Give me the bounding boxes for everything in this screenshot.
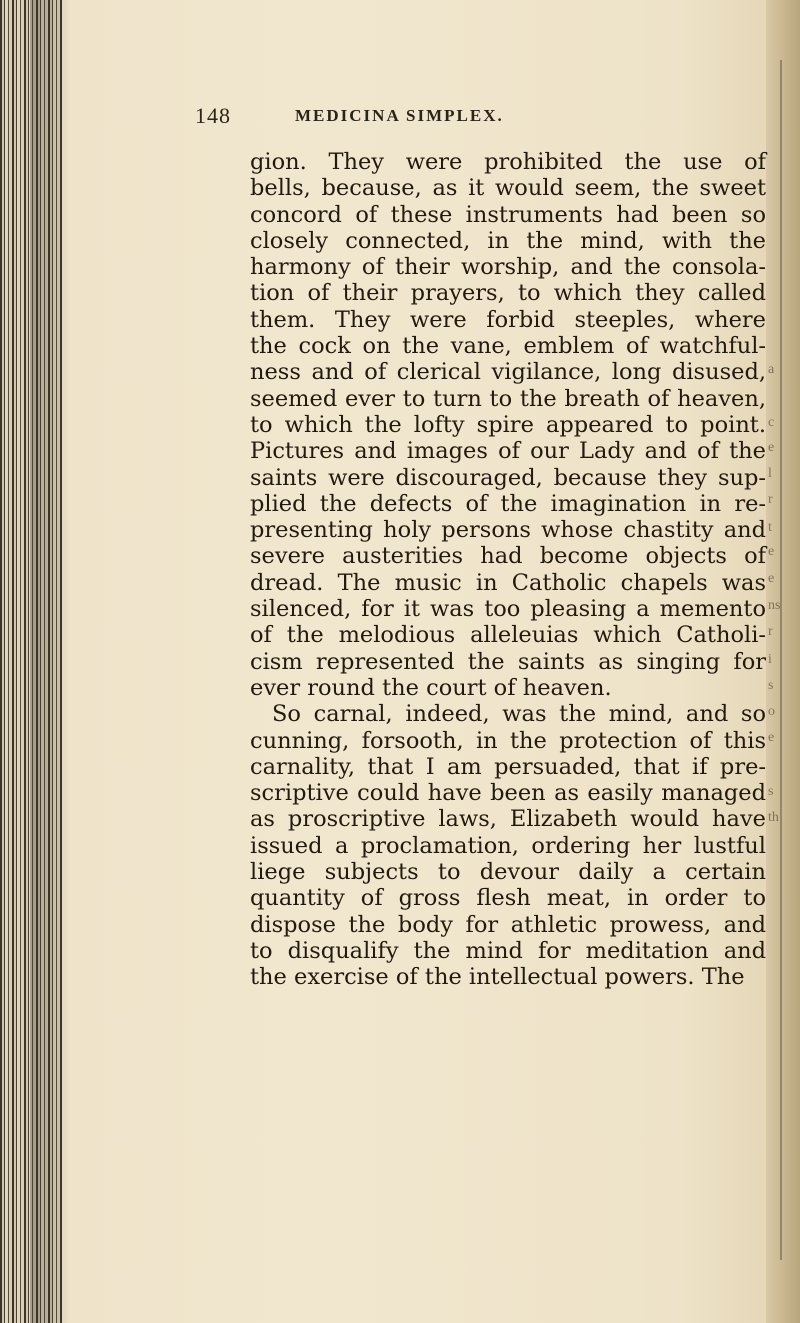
text-line: of the melodious alleleuias which Catholi- — [250, 622, 766, 649]
facing-page-fragment: e — [768, 730, 775, 745]
text-line: concord of these instruments had been so — [250, 201, 766, 228]
facing-page-fragment: o — [768, 704, 775, 719]
facing-page-fragment: s — [768, 784, 774, 799]
text-line: plied the defects of the imagination in re- — [250, 490, 766, 517]
facing-page-fragment: e — [768, 440, 775, 455]
facing-page-fragment: th — [768, 810, 779, 825]
text-line: dread. The music in Catholic chapels was — [250, 569, 766, 596]
text-line: presenting holy persons whose chastity and — [250, 517, 766, 544]
text-line: to which the lofty spire appeared to point. — [250, 411, 766, 438]
facing-page-fragment: e — [768, 571, 775, 586]
text-line: them. They were forbid steeples, where — [250, 306, 766, 333]
text-line: seemed ever to turn to the breath of heaven, — [250, 385, 766, 412]
text-line: cunning, forsooth, in the protection of this — [250, 727, 766, 754]
text-line: severe austerities had become objects of — [250, 543, 766, 570]
text-line: carnality, that I am persuaded, that if pre- — [250, 753, 766, 780]
facing-page-fragment: e — [768, 544, 775, 559]
text-line: closely connected, in the mind, with the — [250, 227, 766, 254]
text-line: issued a proclamation, ordering her lustful — [250, 832, 766, 859]
facing-page-fragment: r — [768, 492, 773, 507]
facing-page-fragment: a — [768, 362, 775, 377]
facing-page-fragment: r — [768, 624, 773, 639]
text-line: cism represented the saints as singing for — [250, 648, 766, 675]
gutter-shadow — [30, 0, 70, 1323]
facing-page-fragment: t — [768, 520, 772, 535]
text-line: bells, because, as it would seem, the sweet — [250, 175, 766, 202]
text-line: ness and of clerical vigilance, long disused, — [250, 359, 766, 386]
text-line: to disqualify the mind for meditation and — [250, 937, 766, 964]
text-line: gion. They were prohibited the use of — [250, 149, 766, 175]
text-line: harmony of their worship, and the consola- — [250, 254, 766, 281]
text-line: quantity of gross flesh meat, in order to — [250, 885, 766, 912]
paragraph-start-line: So carnal, indeed, was the mind, and so — [272, 701, 766, 728]
text-line: scriptive could have been as easily managed — [250, 780, 766, 807]
paragraph-end-line: ever round the court of heaven. — [250, 674, 612, 701]
text-line: the exercise of the intellectual powers. The — [250, 964, 745, 991]
text-line: as proscriptive laws, Elizabeth would have — [250, 806, 766, 833]
facing-page-fragment: ns — [768, 598, 781, 613]
text-line: the cock on the vane, emblem of watchful- — [250, 333, 766, 360]
facing-page-fragment: c — [768, 415, 775, 430]
text-line: Pictures and images of our Lady and of the — [250, 438, 766, 465]
running-title: MEDICINA SIMPLEX. — [295, 106, 504, 125]
page-number: 148 — [195, 103, 231, 128]
facing-page-fragment: s — [768, 678, 774, 693]
body-text — [250, 149, 766, 991]
text-line: silenced, for it was too pleasing a memento — [250, 596, 766, 623]
text-line: dispose the body for athletic prowess, and — [250, 911, 766, 938]
facing-page-fragment: i — [768, 652, 772, 667]
text-line: saints were discouraged, because they sup- — [250, 464, 766, 491]
text-line: tion of their prayers, to which they called — [250, 280, 766, 307]
facing-page-fragment: l — [768, 466, 772, 481]
text-line: liege subjects to devour daily a certain — [250, 859, 766, 886]
